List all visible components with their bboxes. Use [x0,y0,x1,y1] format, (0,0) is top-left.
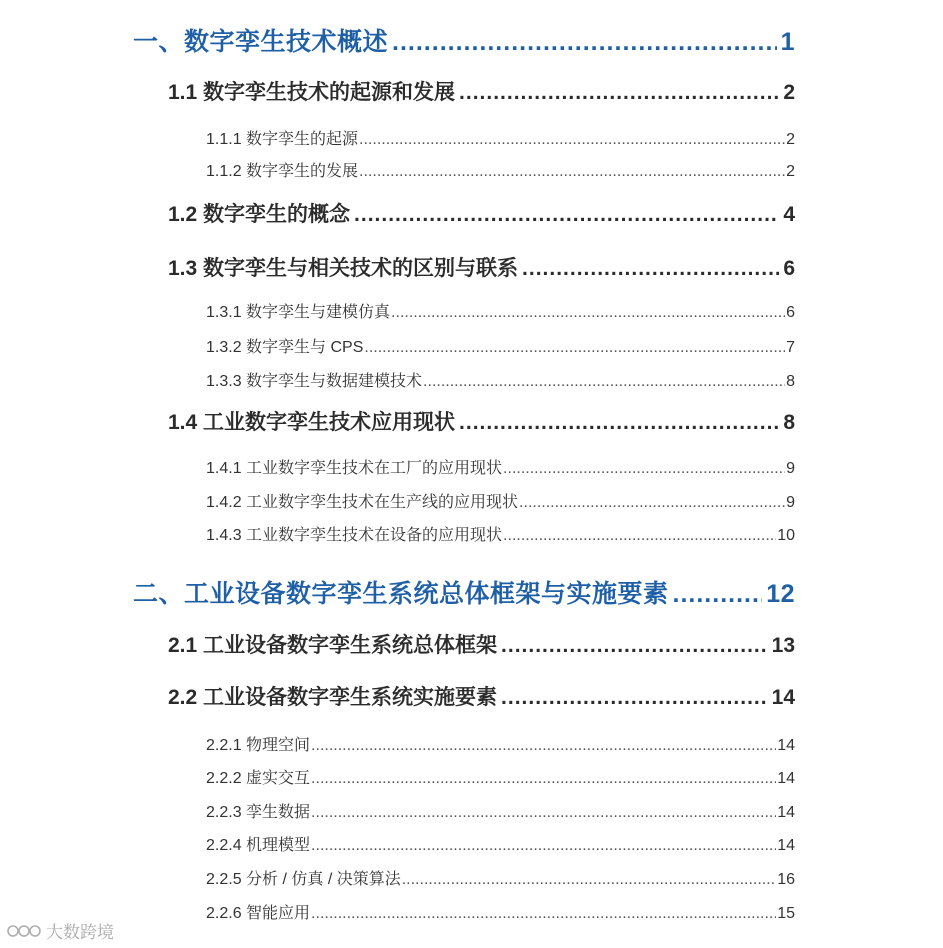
toc-entry-title: 2.2.6 智能应用 [206,905,311,922]
toc-entry-title: 1.2 数字孪生的概念 [168,203,351,226]
dot-leader [311,837,776,855]
dot-leader [503,527,776,545]
toc-entry-page: 8 [786,373,795,390]
toc-entry[interactable] [206,299,795,322]
toc-entry-title: 1.4.2 工业数字孪生技术在生产线的应用现状 [206,494,519,511]
dot-leader [311,737,776,755]
dot-leader [503,460,785,478]
toc-entry-title: 1.3.3 数字孪生与数据建模技术 [206,373,423,390]
toc-entry[interactable] [206,158,795,181]
toc-entry[interactable] [206,489,795,512]
dot-leader [501,686,768,710]
watermark [6,918,114,943]
toc-entry[interactable] [206,522,795,545]
toc-entry-page: 2 [786,131,795,148]
toc-entry[interactable] [206,334,795,357]
toc-entry-title: 2.1 工业设备数字孪生系统总体框架 [168,634,498,657]
toc-entry-page: 2 [783,81,795,104]
toc-entry[interactable] [206,368,795,391]
toc-entry[interactable] [168,76,795,106]
toc-entry-title: 1.3.1 数字孪生与建模仿真 [206,304,391,321]
toc-entry-title: 1.3.2 数字孪生与 CPS [206,339,364,356]
toc-entry[interactable] [206,732,795,755]
dot-leader [459,411,779,435]
dot-leader [402,871,776,889]
toc-entry-page: 2 [786,163,795,180]
toc-entry[interactable] [206,866,795,889]
toc-entry-page: 4 [783,203,795,226]
toc-entry-page: 6 [786,304,795,321]
toc-entry[interactable] [168,629,795,659]
toc-entry-title: 1.1 数字孪生技术的起源和发展 [168,81,456,104]
toc-entry-title: 2.2.5 分析 / 仿真 / 决策算法 [206,871,401,888]
toc-entry[interactable] [168,681,795,711]
watermark-logo-icon [6,921,42,941]
dot-leader [354,203,779,227]
toc-entry-title: 1.4 工业数字孪生技术应用现状 [168,411,456,434]
toc-entry[interactable] [206,799,795,822]
dot-leader [459,81,779,105]
toc-entry-page: 9 [786,494,795,511]
dot-leader [423,373,785,391]
toc-entry-title: 2.2.3 孪生数据 [206,804,311,821]
dot-leader [359,131,785,149]
toc-entry-title: 2.2.4 机理模型 [206,837,311,854]
toc-entry-title: 1.1.2 数字孪生的发展 [206,163,359,180]
toc-entry-title: 1.1.1 数字孪生的起源 [206,131,359,148]
toc-entry-page: 10 [777,527,795,544]
toc-entry[interactable] [206,765,795,788]
watermark-text: 大数跨境 [46,923,114,943]
toc-entry[interactable] [168,406,795,436]
toc-entry-page: 14 [777,804,795,821]
toc-entry[interactable] [168,198,795,228]
toc-entry-page: 8 [783,411,795,434]
toc-entry-title: 2.2.2 虚实交互 [206,770,311,787]
dot-leader [311,804,776,822]
toc-entry-page: 14 [777,737,795,754]
toc-entry-title: 一、数字孪生技术概述 [133,28,389,56]
dot-leader [673,580,763,609]
toc-entry-title: 二、工业设备数字孪生系统总体框架与实施要素 [133,580,669,608]
toc-entry-page: 14 [771,686,795,709]
toc-entry-page: 12 [766,580,795,608]
dot-leader [364,339,785,357]
toc-entry-title: 2.2 工业设备数字孪生系统实施要素 [168,686,498,709]
toc-entry-page: 7 [786,339,795,356]
toc-entry-title: 2.2.1 物理空间 [206,737,311,754]
toc-entry-title: 1.3 数字孪生与相关技术的区别与联系 [168,257,519,280]
toc-entry-page: 16 [777,871,795,888]
dot-leader [311,905,776,923]
dot-leader [501,634,768,658]
dot-leader [391,304,785,322]
dot-leader [519,494,785,512]
dot-leader [522,257,779,281]
toc-entry-page: 6 [783,257,795,280]
toc-entry[interactable] [206,126,795,149]
toc-entry-page: 15 [777,905,795,922]
toc-entry[interactable] [168,252,795,282]
toc-entry-page: 1 [780,28,795,56]
toc-entry-page: 14 [777,837,795,854]
toc-entry-title: 1.4.3 工业数字孪生技术在设备的应用现状 [206,527,503,544]
toc-entry-page: 13 [771,634,795,657]
toc-entry[interactable] [133,574,795,610]
toc-entry[interactable] [206,832,795,855]
dot-leader [311,770,776,788]
toc-entry-page: 14 [777,770,795,787]
toc-entry[interactable] [133,22,795,58]
dot-leader [392,28,777,57]
toc-entry[interactable] [206,900,795,923]
toc-entry-title: 1.4.1 工业数字孪生技术在工厂的应用现状 [206,460,503,477]
toc-entry-page: 9 [786,460,795,477]
toc-entry[interactable] [206,455,795,478]
dot-leader [359,163,785,181]
